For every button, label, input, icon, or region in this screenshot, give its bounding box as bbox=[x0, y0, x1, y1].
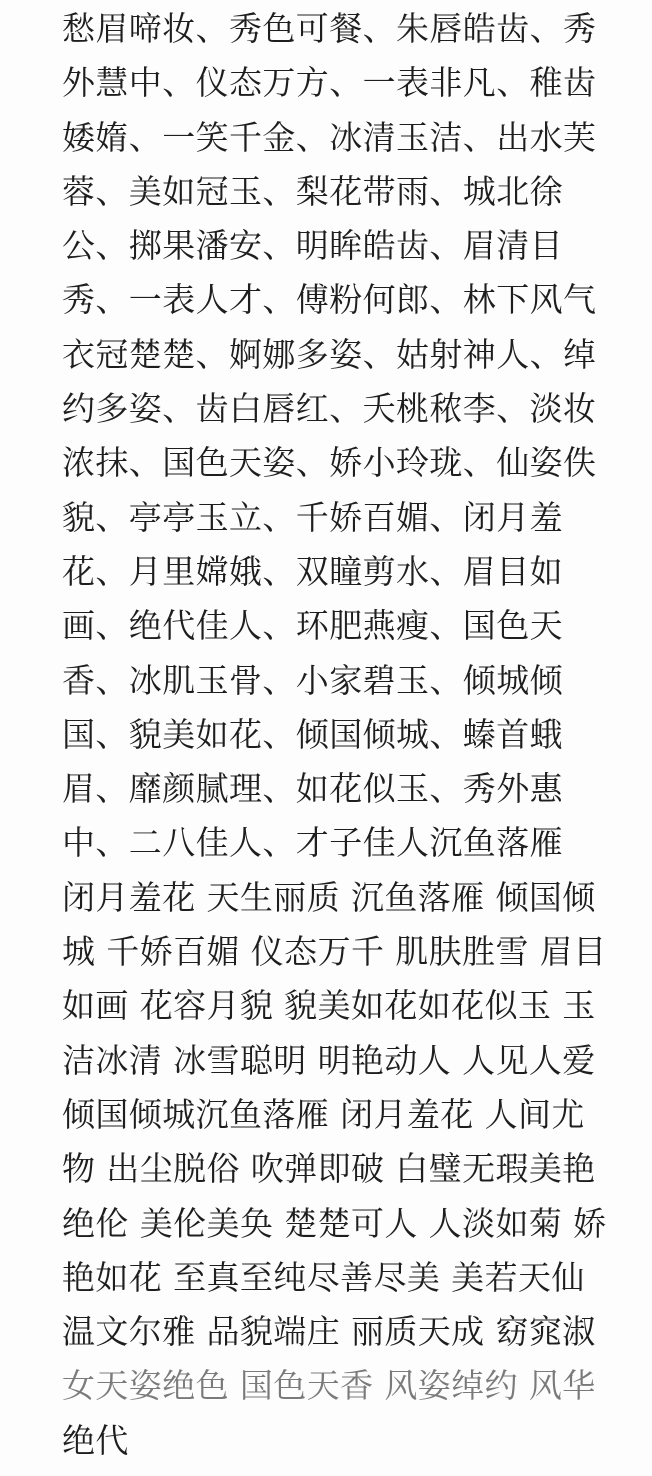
text-line: 绝伦 美伦美奂 楚楚可人 人淡如菊 娇 bbox=[62, 1203, 607, 1243]
text-line: 浓抹、国色天姿、娇小玲珑、仙姿佚 bbox=[62, 443, 597, 483]
text-line: 蓉、美如冠玉、梨花带雨、城北徐 bbox=[62, 171, 563, 211]
text-line: 愁眉啼妆、秀色可餐、朱唇皓齿、秀 bbox=[62, 9, 597, 48]
text-line: 婑媠、一笑千金、冰清玉洁、出水芙 bbox=[62, 117, 597, 157]
text-line: 衣冠楚楚、婀娜多姿、姑射神人、绰 bbox=[62, 334, 597, 374]
text-line: 约多姿、齿白唇红、夭桃秾李、淡妆 bbox=[62, 389, 597, 429]
text-line: 城 千娇百媚 仪态万千 肌肤胜雪 眉目 bbox=[62, 932, 607, 972]
text-line: 公、掷果潘安、明眸皓齿、眉清目 bbox=[62, 226, 563, 266]
text-line: 温文尔雅 品貌端庄 丽质天成 窈窕淑 bbox=[62, 1312, 596, 1352]
text-line: 女天姿绝色 国色天香 风姿绰约 风华 bbox=[62, 1366, 596, 1406]
text-line: 绝代 bbox=[62, 1420, 129, 1460]
text-line: 眉、靡颜腻理、如花似玉、秀外惠 bbox=[62, 769, 563, 809]
text-line: 倾国倾城沉鱼落雁 闭月羞花 人间尤 bbox=[62, 1094, 585, 1134]
text-line: 外慧中、仪态万方、一表非凡、稚齿 bbox=[62, 63, 597, 103]
text-line: 中、二八佳人、才子佳人沉鱼落雁 bbox=[62, 823, 563, 863]
text-line: 秀、一表人才、傅粉何郎、林下风气 bbox=[62, 280, 597, 320]
text-line: 貌、亭亭玉立、千娇百媚、闭月羞 bbox=[62, 497, 563, 537]
text-line: 花、月里嫦娥、双瞳剪水、眉目如 bbox=[62, 551, 563, 591]
text-line: 洁冰清 冰雪聪明 明艳动人 人见人爱 bbox=[62, 1040, 596, 1080]
text-line: 艳如花 至真至纯尽善尽美 美若天仙 bbox=[62, 1257, 585, 1297]
text-line: 闭月羞花 天生丽质 沉鱼落雁 倾国倾 bbox=[62, 877, 596, 917]
text-line: 国、貌美如花、倾国倾城、螓首蛾 bbox=[62, 714, 563, 754]
text-line: 香、冰肌玉骨、小家碧玉、倾城倾 bbox=[62, 660, 563, 700]
text-line: 如画 花容月貌 貌美如花如花似玉 玉 bbox=[62, 986, 596, 1026]
text-line: 画、绝代佳人、环肥燕瘦、国色天 bbox=[62, 606, 563, 646]
idiom-text-block bbox=[62, 2, 642, 1468]
text-line: 物 出尘脱俗 吹弹即破 白璧无瑕美艳 bbox=[62, 1149, 596, 1189]
